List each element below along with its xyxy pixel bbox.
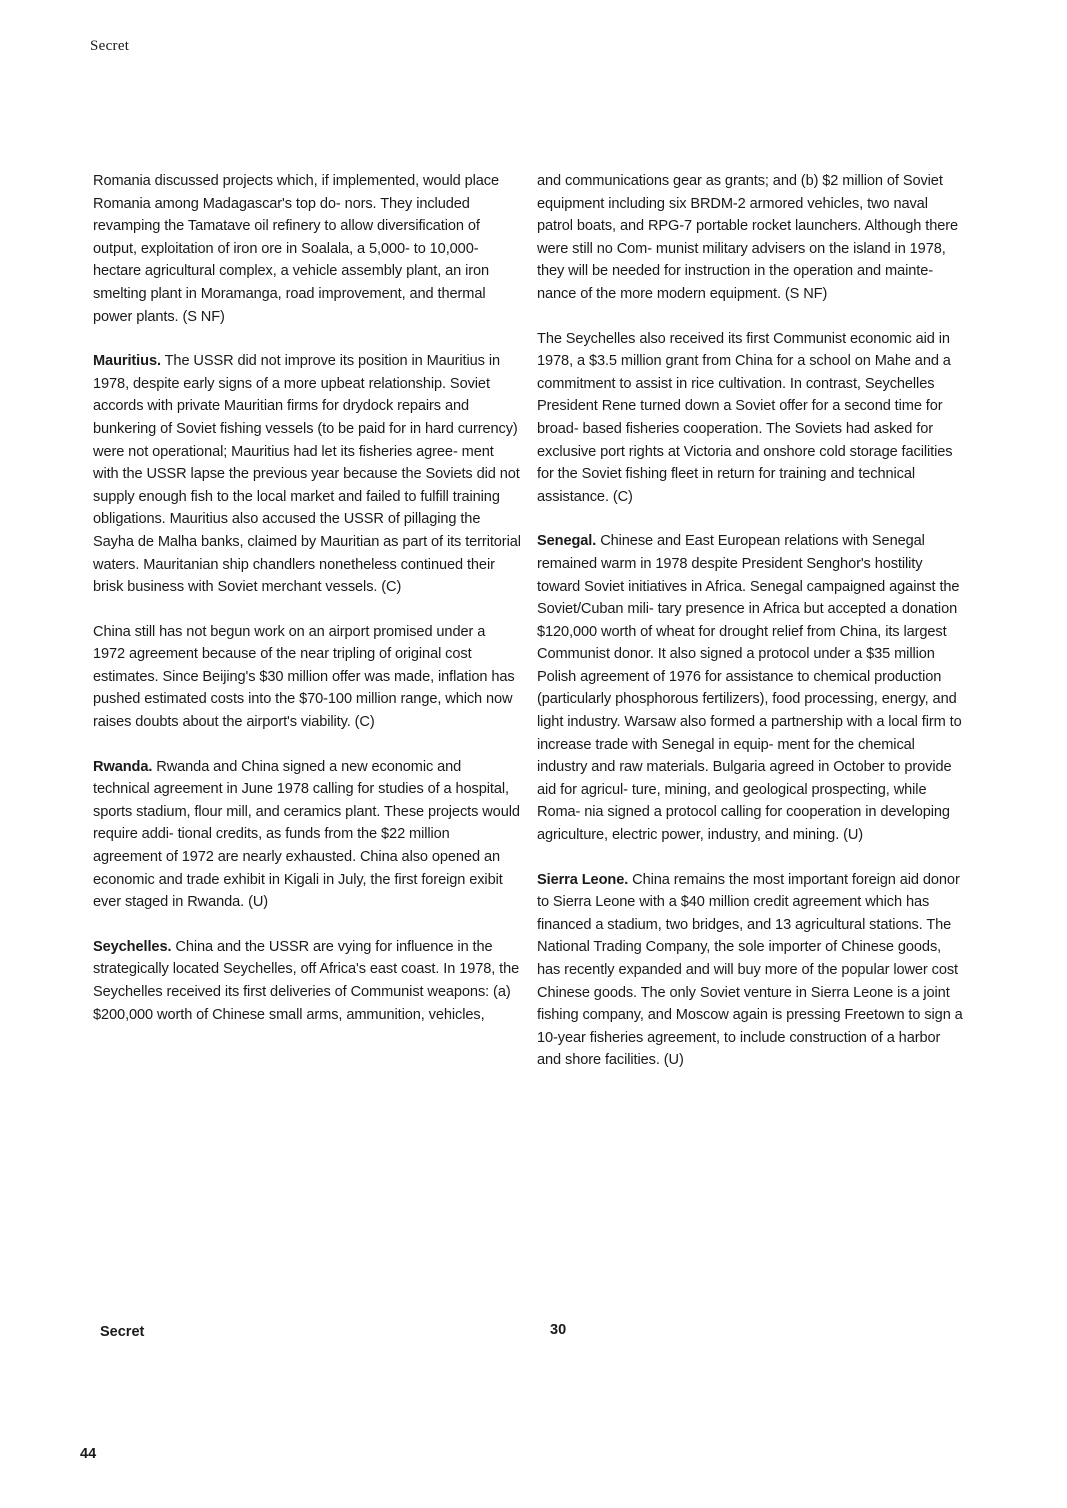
paragraph-mauritius-text: The USSR did not improve its position in Mauritius in 1978, despite early signs of a more upbeat relationship. Soviet accords with private Mauritian firms for drydock repairs and bunkering of Soviet fishing vessels (to be paid for in hard currency) were not operational; Mauritius had let its fisheries agree- ment with the USSR lapse the previous year because the Soviets did not supply enough fish to the local market and failed to fulfill training obligations. Mauritius also accused the USSR of pillaging the Sayha de Malha banks, claimed by Mauritian as part of its territorial waters. Mauritanian ship chandlers nonetheless continued their brisk business with Soviet merchant vessels. (C) [93, 353, 521, 596]
left-column [93, 170, 521, 1048]
heading-seychelles: Seychelles. [93, 938, 172, 955]
paragraph-rwanda-text: Rwanda and China signed a new economic and technical agreement in June 1978 calling for studies of a hospital, sports stadium, flour mill, and ceramics plant. These projects would require addi- tional credits, as funds from the $22 million agreement of 1972 are nearly exhausted. China also opened an economic and trade exhibit in Kigali in July, the first foreign exibit ever staged in Rwanda. (U) [93, 758, 520, 911]
paragraph-mauritius-airport: China still has not begun work on an airport promised under a 1972 agreement because of the near tripling of original cost estimates. Since Beijing's $30 million offer was made, inflation has pushed estimated costs into the $70-100 million range, which now raises doubts about the airport's viability. (C) [93, 623, 515, 731]
paragraph-senegal-text: Chinese and East European relations with Senegal remained warm in 1978 despite President Senghor's hostility toward Soviet initiatives in Africa. Senegal campaigned against the Soviet/Cuban mili- tary presence in Africa but accepted a donation $120,000 worth of wheat for drought relief from China, its largest Communist donor. It also signed a protocol under a $35 million Polish agreement of 1976 for assistance to chemical production (particularly phosphorous fertilizers), food processing, energy, and light industry. Warsaw also formed a partnership with a local firm to increase trade with Senegal in equip- ment for the chemical industry and raw materials. Bulgaria agreed in October to provide aid for agricul- ture, mining, and geological prospecting, while Roma- nia signed a protocol calling for cooperation in developing agriculture, electric power, industry, and mining. (U) [537, 533, 962, 844]
heading-rwanda: Rwanda. [93, 758, 153, 775]
paragraph-seychelles-economic: The Seychelles also received its first Communist economic aid in 1978, a $3.5 million grant from China for a school on Mahe and a commitment to assist in rice cultivation. In contrast, Seychelles President Rene turned down a Soviet offer for a second time for broad- based fisheries cooperation. The Soviets had asked for exclusive port rights at Victoria and onshore cold storage facilities for the Soviet fishing fleet in return for training and technical assistance. (C) [537, 330, 953, 505]
footer-classification: Secret [100, 1324, 145, 1340]
paragraph-mauritius [93, 350, 521, 599]
paragraph-seychelles-continued: and communications gear as grants; and (b) $2 million of Soviet equipment including six BRDM-2 armored vehicles, two naval patrol boats, and RPG-7 portable rocket launchers. Although there were still no Com- munist military advisers on the island in 1978, they will be needed for instruction in the operation and mainte- nance of the more modern equipment. (S NF) [537, 173, 959, 302]
folio-number: 44 [80, 1446, 97, 1462]
paragraph-rwanda [93, 756, 521, 914]
header-classification: Secret [90, 38, 130, 54]
heading-senegal: Senegal. [537, 533, 597, 550]
paragraph-seychelles [93, 936, 521, 1026]
paragraph-senegal [537, 530, 965, 846]
page-number: 30 [550, 1322, 567, 1338]
paragraph-seychelles-text: China and the USSR are vying for influence in the strategically located Seychelles, off Africa's east coast. In 1978, the Seychelles received its first deliveries of Communist weapons: (a) $200,000 worth of Chinese small arms, ammunition, vehicles, [93, 938, 520, 1023]
paragraph-sierra-leone [537, 869, 965, 1072]
paragraph-sierra-leone-text: China remains the most important foreign aid donor to Sierra Leone with a $40 million credit agreement which has financed a stadium, two bridges, and 13 agricultural stations. The National Trading Company, the sole importer of Chinese goods, has recently expanded and will buy more of the popular lower cost Chinese goods. The only Soviet venture in Sierra Leone is a joint fishing company, and Moscow again is pressing Freetown to sign a 10-year fisheries agreement, to include construction of a harbor and shore facilities. (U) [537, 871, 963, 1069]
heading-mauritius: Mauritius. [93, 353, 161, 370]
right-column [537, 170, 965, 1094]
paragraph-madagascar-romania: Romania discussed projects which, if implemented, would place Romania among Madagascar's top do- nors. They included revamping the Tamatave oil refinery to allow diversification of output, exploitation of iron ore in Soalala, a 5,000- to 10,000-hectare agricultural complex, a vehicle assembly plant, an iron smelting plant in Moramanga, road improvement, and thermal power plants. (S NF) [93, 173, 499, 325]
heading-sierra-leone: Sierra Leone. [537, 871, 629, 888]
